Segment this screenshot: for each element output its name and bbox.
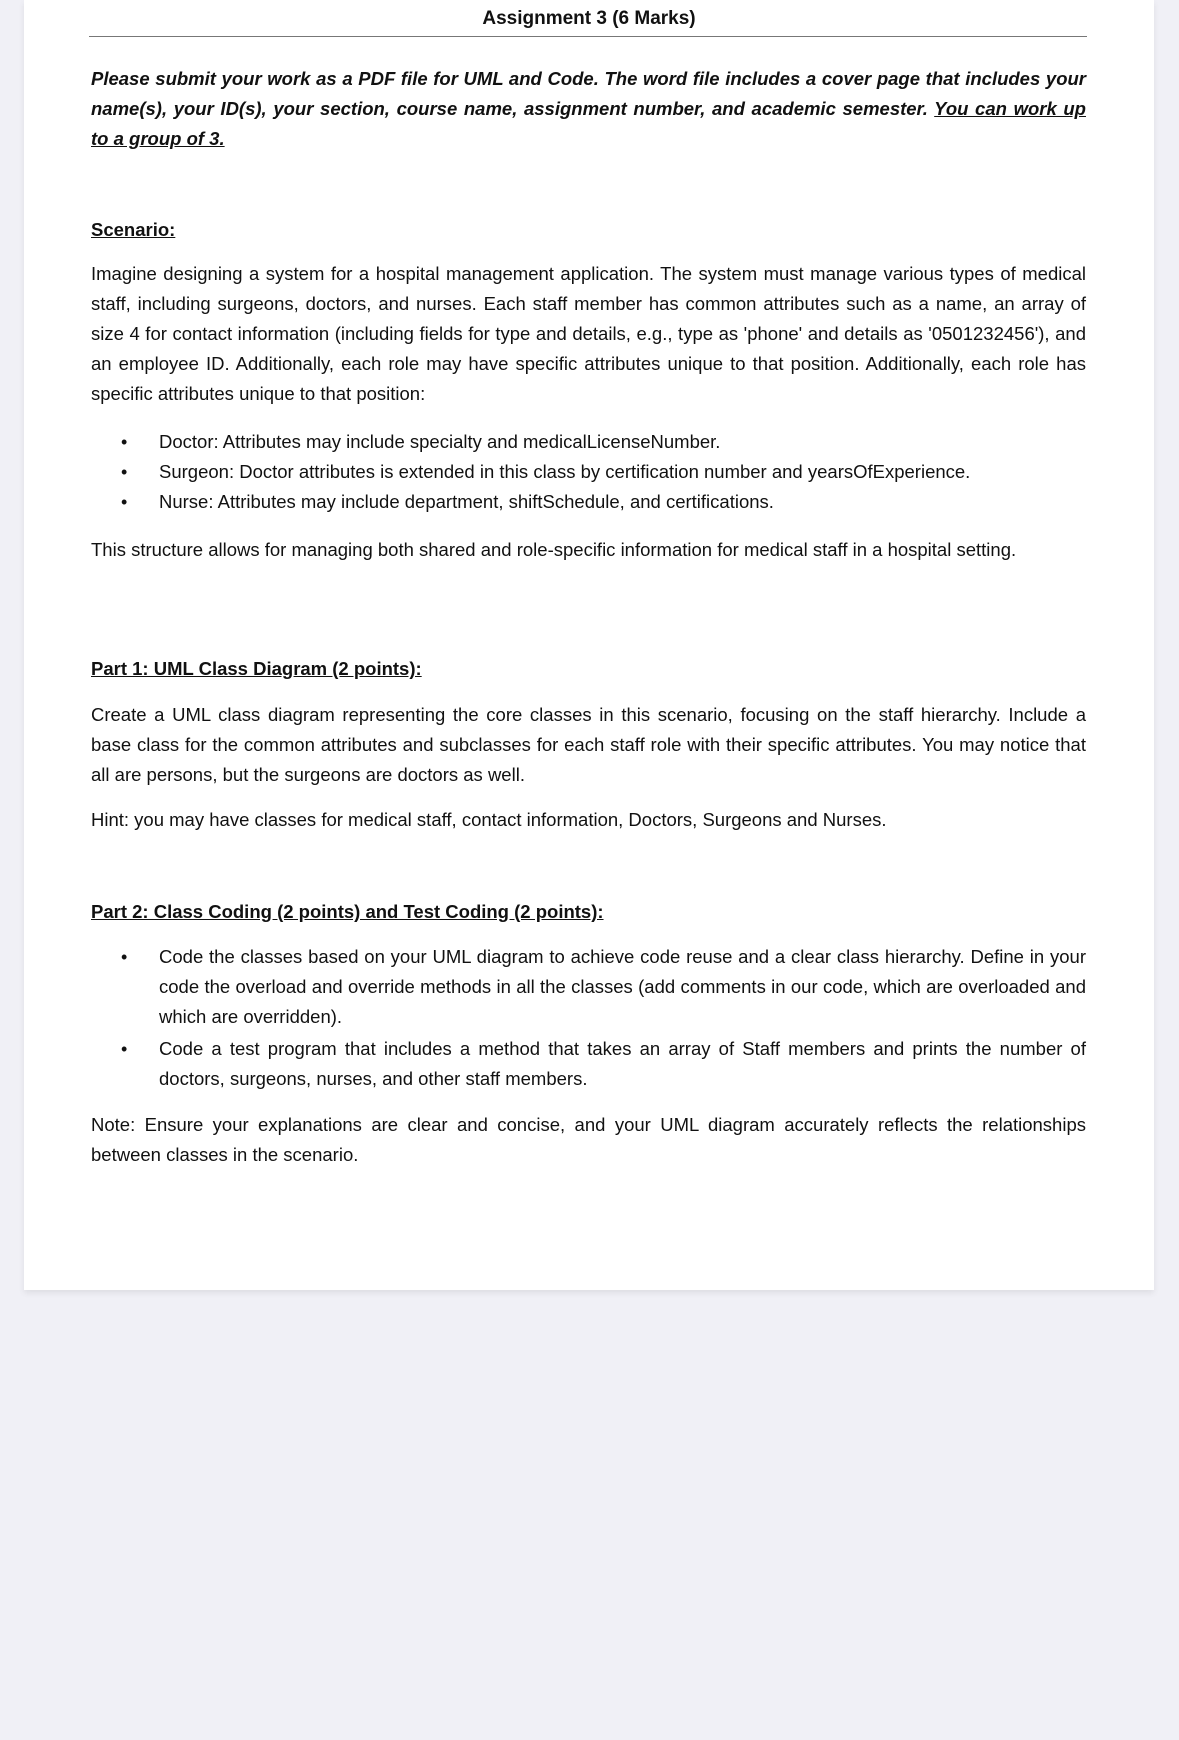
document-page (24, 0, 1154, 1290)
scenario-closing: This structure allows for managing both shared and role-specific information for medical staff in a hospital setting. (91, 539, 1017, 560)
part1-hint: Hint: you may have classes for medical staff, contact information, Doctors, Surgeons and Nurses. (91, 809, 887, 830)
part2-note: Note: Ensure your explanations are clear and concise, and your UML diagram accurately reflects the relationships between classes in the scenario. (91, 1114, 1086, 1165)
list-item: • Doctor: Attributes may include specialty and medicalLicenseNumber. (91, 427, 1086, 457)
list-item: • Code the classes based on your UML diagram to achieve code reuse and a clear class hierarchy. Define in your code the overload and override methods in all the classes (add comments in our code, which are overloaded and which are overridden). (91, 942, 1086, 1032)
instructions-text: Please submit your work as a PDF file for UML and Code. The word file includes a cover page that includes your name(s), your ID(s), your section, course name, assignment number, and academic semester. (91, 68, 1086, 119)
part1-paragraph: Create a UML class diagram representing the core classes in this scenario, focusing on the staff hierarchy. Include a base class for the common attributes and subclasses for each staff role with their specific attributes. You may notice that all are persons, but the surgeons are doctors as well. (91, 704, 1086, 785)
title-divider (89, 36, 1087, 37)
group-size-note: You can work up to a group of 3. (91, 98, 1086, 149)
part2-list (91, 942, 1086, 1094)
role-list (91, 427, 1086, 517)
part1-heading: Part 1: UML Class Diagram (2 points): (91, 658, 422, 679)
page-title: Assignment 3 (6 Marks) (482, 8, 696, 29)
part2-heading: Part 2: Class Coding (2 points) and Test Coding (2 points): (91, 901, 604, 922)
list-item: • Nurse: Attributes may include department, shiftSchedule, and certifications. (91, 487, 1086, 517)
scenario-heading: Scenario: (91, 219, 176, 240)
submission-instructions (91, 64, 1086, 154)
scenario-paragraph: Imagine designing a system for a hospital management application. The system must manage various types of medical staff, including surgeons, doctors, and nurses. Each staff member has common attributes such as a name, an array of size 4 for contact information (including fields for type and details, e.g., type as 'phone' and details as '0501232456'), and an employee ID. Additionally, each role may have specific attributes unique to that position. Additionally, each role has specific attributes unique to that position: (91, 263, 1086, 404)
list-item: • Surgeon: Doctor attributes is extended in this class by certification number and yearsOfExperience. (91, 457, 1086, 487)
list-item: • Code a test program that includes a method that takes an array of Staff members and prints the number of doctors, surgeons, nurses, and other staff members. (91, 1034, 1086, 1094)
